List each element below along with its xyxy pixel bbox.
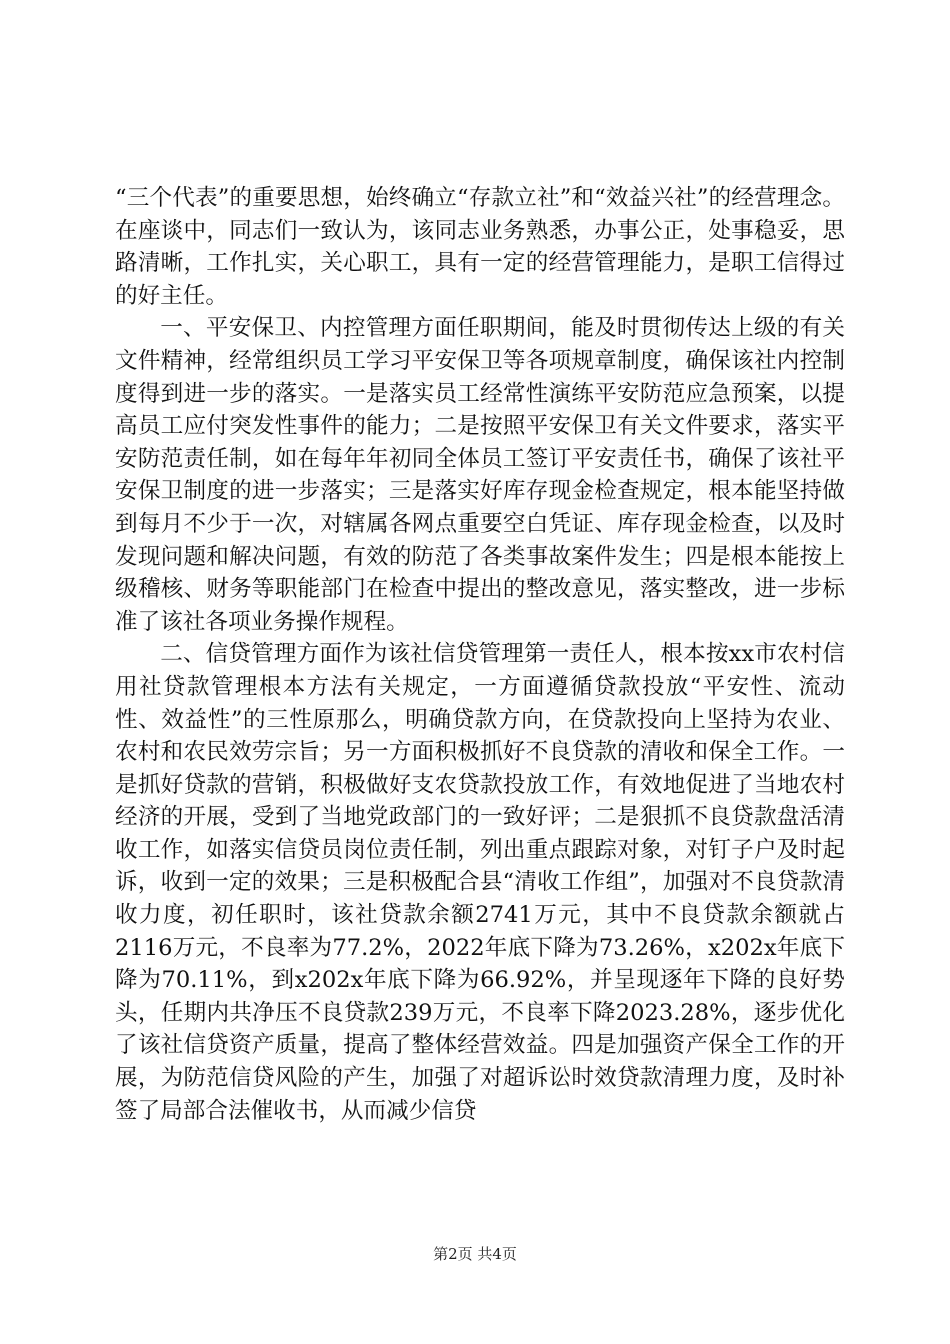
document-body [115,182,845,1127]
page-footer: 第2页 共4页 [433,1245,517,1263]
paragraph-security-management: 一、平安保卫、内控管理方面任职期间，能及时贯彻传达上级的有关文件精神，经常组织员工学习平安保卫等各项规章制度，确保该社内控制度得到进一步的落实。一是落实员工经常性演练平安防范应急预案，以提高员工应付突发性事件的能力；二是按照平安保卫有关文件要求，落实平安防范责任制，如在每年年初同全体员工签订平安责任书，确保了该社平安保卫制度的进一步落实；三是落实好库存现金检查规定，根本能坚持做到每月不少于一次，对辖属各网点重要空白凭证、库存现金检查，以及时发现问题和解决问题，有效的防范了各类事故案件发生；四是根本能按上级稽核、财务等职能部门在检查中提出的整改意见，落实整改，进一步标准了该社各项业务操作规程。 [115,315,845,635]
paragraph-continuation: “三个代表”的重要思想，始终确立“存款立社”和“效益兴社”的经营理念。在座谈中，同志们一致认为，该同志业务熟悉，办事公正，处事稳妥，思路清晰，工作扎实，关心职工，具有一定的经营管理能力，是职工信得过的好主任。 [115,185,845,309]
paragraph-credit-management: 二、信贷管理方面作为该社信贷管理第一责任人，根本按xx市农村信用社贷款管理根本方法有关规定，一方面遵循贷款投放“平安性、流动性、效益性”的三性原那么，明确贷款方向，在贷款投向上坚持为农业、农村和农民效劳宗旨；另一方面积极抓好不良贷款的清收和保全工作。一是抓好贷款的营销，积极做好支农贷款投放工作，有效地促进了当地农村经济的开展，受到了当地党政部门的一致好评；二是狠抓不良贷款盘活清收工作，如落实信贷员岗位责任制，列出重点跟踪对象，对钉子户及时起诉，收到一定的效果；三是积极配合县“清收工作组”，加强对不良贷款清收力度，初任职时，该社贷款余额2741万元，其中不良贷款余额就占2116万元，不良率为77.2%，2022年底下降为73.26%，x202x年底下降为70.11%，到x202x年底下降为66.92%，并呈现逐年下降的良好势头，任期内共净压不良贷款239万元，不良率下降2023.28%，逐步优化了该社信贷资产质量，提高了整体经营效益。四是加强资产保全工作的开展，为防范信贷风险的产生，加强了对超诉讼时效贷款清理力度，及时补签了局部合法催收书，从而减少信贷 [115,641,845,1124]
